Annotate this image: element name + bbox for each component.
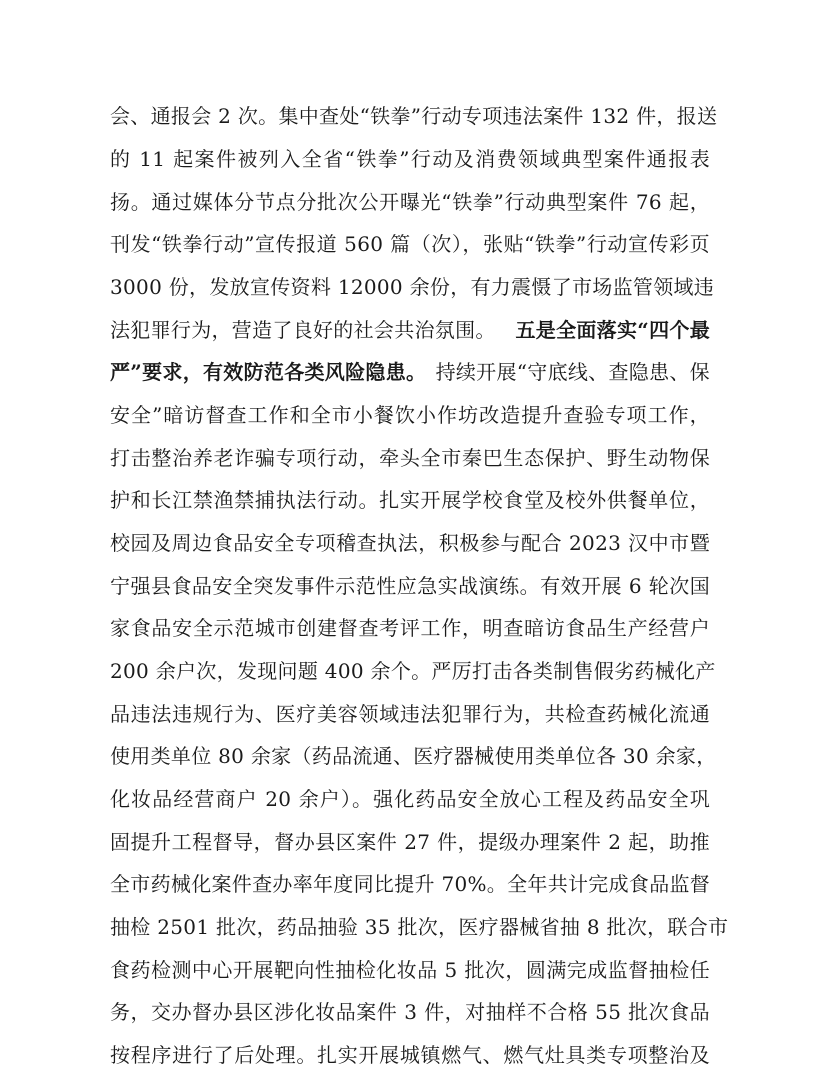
body-text-line: 3000 份，发放宣传资料 12000 余份，有力震慑了市场监管领域违 [110,275,715,299]
body-text-line: 校园及周边食品安全专项稽查执法，积极参与配合 2023 汉中市暨 [110,531,710,555]
section-heading-inline: 严”要求，有效防范各类风险隐患。 [110,360,427,384]
body-text-line: 全市药械化案件查办率年度同比提升 70%。全年共计完成食品监督 [110,872,711,896]
body-text-line: 200 余户次，发现问题 400 余个。严厉打击各类制售假劣药械化产 [110,659,716,683]
body-text-line: 抽检 2501 批次，药品抽验 35 批次，医疗器械省抽 8 批次，联合市 [110,915,729,939]
body-text-line: 会、通报会 2 次。集中查处“铁拳”行动专项违法案件 132 件，报送 [110,104,718,128]
body-text-line: 护和长江禁渔禁捕执法行动。扎实开展学校食堂及校外供餐单位， [110,488,710,512]
body-text-line: 务，交办督办县区涉化妆品案件 3 件，对抽样不合格 55 批次食品 [110,1000,710,1024]
body-text-line: 按程序进行了后处理。扎实开展城镇燃气、燃气灶具类专项整治及 [110,1043,710,1067]
body-text-line: 品违法违规行为、医疗美容领域违法犯罪行为，共检查药械化流通 [110,702,710,726]
body-text-line-mixed [110,354,710,390]
body-text-line: 刊发“铁拳行动”宣传报道 560 篇（次），张贴“铁拳”行动宣传彩页 [110,232,710,256]
body-text-segment: 持续开展“守底线、查隐患、保 [435,360,710,384]
body-text-line: 家食品安全示范城市创建督查考评工作，明查暗访食品生产经营户 [110,616,710,640]
body-text-line-mixed [110,312,710,348]
body-text-line: 化妆品经营商户 20 余户）。强化药品安全放心工程及药品安全巩 [110,787,710,811]
body-text-line: 宁强县食品安全突发事件示范性应急实战演练。有效开展 6 轮次国 [110,574,710,598]
body-text-line: 扬。通过媒体分节点分批次公开曝光“铁拳”行动典型案件 76 起， [110,190,710,214]
body-text-line: 固提升工程督导，督办县区案件 27 件，提级办理案件 2 起，助推 [110,830,710,854]
body-text-line: 食药检测中心开展靶向性抽检化妆品 5 批次，圆满完成监督抽检任 [110,958,710,982]
body-text-line: 的 11 起案件被列入全省“铁拳”行动及消费领域典型案件通报表 [110,147,710,171]
body-text-line: 打击整治养老诈骗专项行动，牵头全市秦巴生态保护、野生动物保 [110,446,710,470]
body-text-line: 使用类单位 80 余家（药品流通、医疗器械使用类单位各 30 余家， [110,744,717,768]
body-text-segment: 法犯罪行为，营造了良好的社会共治氛围。 [110,318,496,342]
section-heading-inline: 五是全面落实“四个最 [515,318,710,342]
body-text-line: 安全”暗访督查工作和全市小餐饮小作坊改造提升查验专项工作， [110,403,710,427]
